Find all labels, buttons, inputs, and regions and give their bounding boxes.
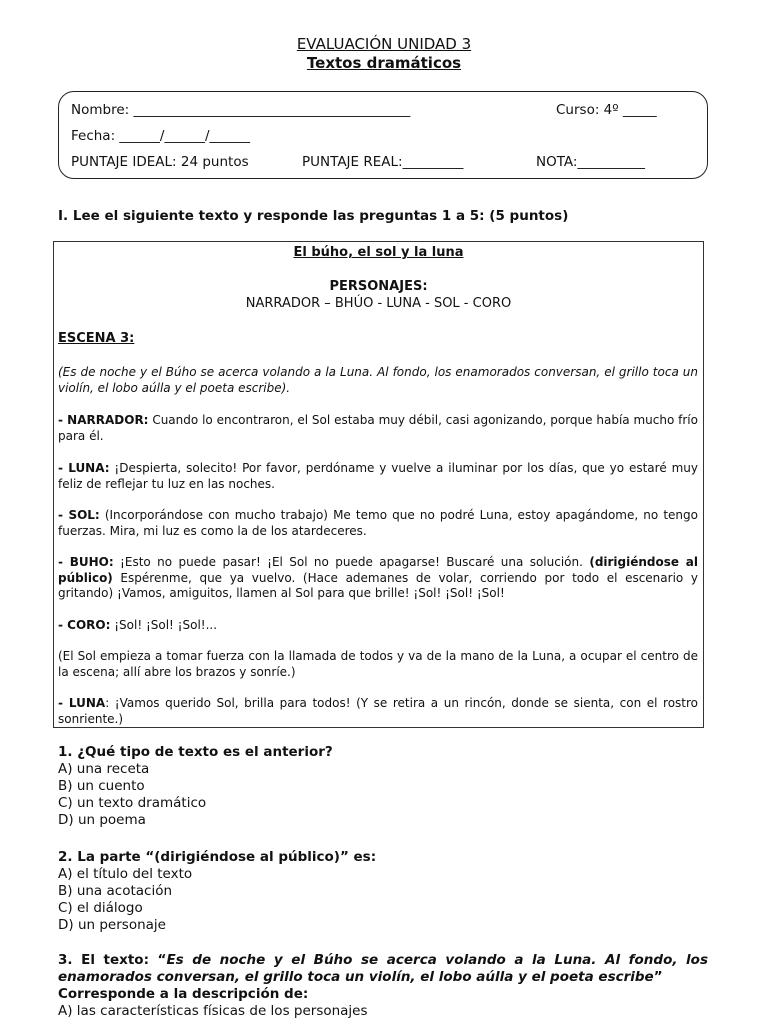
question-prefix: 3. El texto: “ [58, 952, 167, 968]
question-title [58, 952, 708, 986]
ideal-score-label: PUNTAJE IDEAL: [71, 154, 177, 170]
question-1 [58, 744, 708, 829]
dialogue-coro [58, 618, 698, 634]
characters-label: PERSONAJES: [329, 279, 428, 294]
dialogue-text: ¡Esto no puede pasar! ¡El Sol no puede apagarse! Buscaré una solución. [113, 555, 590, 569]
dialogue-text: ¡Despierta, solecito! Por favor, perdóname y vuelve a iluminar por los días, que yo estaré muy feliz de reflejar tu luz en las noches. [58, 461, 698, 491]
question-2 [58, 849, 708, 934]
question-title: 2. La parte “(dirigiéndose al público)” es: [58, 849, 377, 865]
question-quote: Es de noche y el Búho se acerca volando a la Luna. Al fondo, los enamorados conversan, el grillo toca un violín, el lobo aúlla y el poeta escribe [58, 952, 708, 985]
question-title: 1. ¿Qué tipo de texto es el anterior? [58, 744, 333, 760]
dialogue-text: Cuando lo encontraron, el Sol estaba muy débil, casi agonizando, porque había mucho frío para él. [58, 413, 698, 443]
option-b[interactable]: B) una acotación [58, 883, 173, 899]
date-field[interactable]: Fecha: ______/______/______ [71, 128, 251, 144]
dialogue-text-2: Espérenme, que ya vuelvo. (Hace ademanes de volar, corriendo por todo el escenario y gritando) ¡Vamos, amiguitos, llamen al Sol para que brille! ¡Sol! ¡Sol! ¡Sol! [58, 570, 698, 600]
option-d[interactable]: D) un personaje [58, 917, 166, 933]
speaker: - LUNA: [58, 461, 110, 475]
dialogue-luna [58, 461, 698, 492]
option-d[interactable]: D) un poema [58, 812, 146, 828]
speaker: - BUHO: [58, 555, 114, 569]
speaker: - LUNA [58, 696, 106, 710]
page-title: EVALUACIÓN UNIDAD 3 [296, 35, 472, 53]
ideal-score-value: 24 puntos [180, 154, 249, 170]
option-b[interactable]: B) un cuento [58, 778, 145, 794]
speaker: - NARRADOR: [58, 413, 149, 427]
dialogue-text: ¡Sol! ¡Sol! ¡Sol!... [110, 618, 218, 632]
dialogue-luna-final [58, 696, 698, 727]
dialogue-text: (El Sol empieza a tomar fuerza con la llamada de todos y va de la mano de la Luna, a ocupar el centro de la escena; allí abre los brazos y sonríe.) [58, 649, 698, 679]
stage-direction-sol [58, 649, 698, 680]
stage-direction-intro [58, 365, 698, 396]
grade-note-field[interactable]: NOTA:__________ [536, 154, 645, 170]
option-a[interactable]: A) las características físicas de los personajes [58, 1003, 368, 1019]
reading-title: El búho, el sol y la luna [293, 245, 464, 260]
scene-heading: ESCENA 3: [58, 331, 135, 346]
speaker: - CORO: [58, 618, 111, 632]
ideal-score [71, 154, 249, 170]
name-field[interactable]: Nombre: _________________________________________ [71, 102, 411, 118]
option-a[interactable]: A) una receta [58, 761, 150, 777]
dialogue-narrador [58, 413, 698, 444]
intro-text: (Es de noche y el Búho se acerca volando a la Luna. Al fondo, los enamorados conversan, el grillo toca un violín, el lobo aúlla y el poeta escribe). [58, 365, 698, 395]
page-subtitle: Textos dramáticos [306, 54, 462, 72]
real-score-field[interactable]: PUNTAJE REAL:_________ [302, 154, 464, 170]
speaker: - SOL: [58, 508, 100, 522]
dialogue-buho [58, 555, 698, 602]
option-c[interactable]: C) un texto dramático [58, 795, 207, 811]
dialogue-text: (Incorporándose con mucho trabajo) Me temo que no podré Luna, estoy apagándome, no tengo fuerzas. Mira, mi luz es como la de los atardeceres. [58, 508, 698, 538]
question-subtitle: Corresponde a la descripción de: [58, 986, 309, 1002]
characters-list: NARRADOR – BHÚO - LUNA - SOL - CORO [245, 296, 512, 311]
dialogue-sol [58, 508, 698, 539]
grade-field[interactable]: Curso: 4º _____ [556, 102, 657, 118]
question-suffix: ” [653, 969, 663, 985]
option-a[interactable]: A) el título del texto [58, 866, 193, 882]
question-3 [58, 952, 708, 1020]
dialogue-text: : ¡Vamos querido Sol, brilla para todos! (Y se retira a un rincón, donde se sienta, con el rostro sonriente.) [58, 696, 698, 726]
section-instruction: I. Lee el siguiente texto y responde las preguntas 1 a 5: (5 puntos) [58, 208, 569, 224]
stage-direction: (dirigiéndose al público) [58, 555, 699, 585]
option-c[interactable]: C) el diálogo [58, 900, 143, 916]
